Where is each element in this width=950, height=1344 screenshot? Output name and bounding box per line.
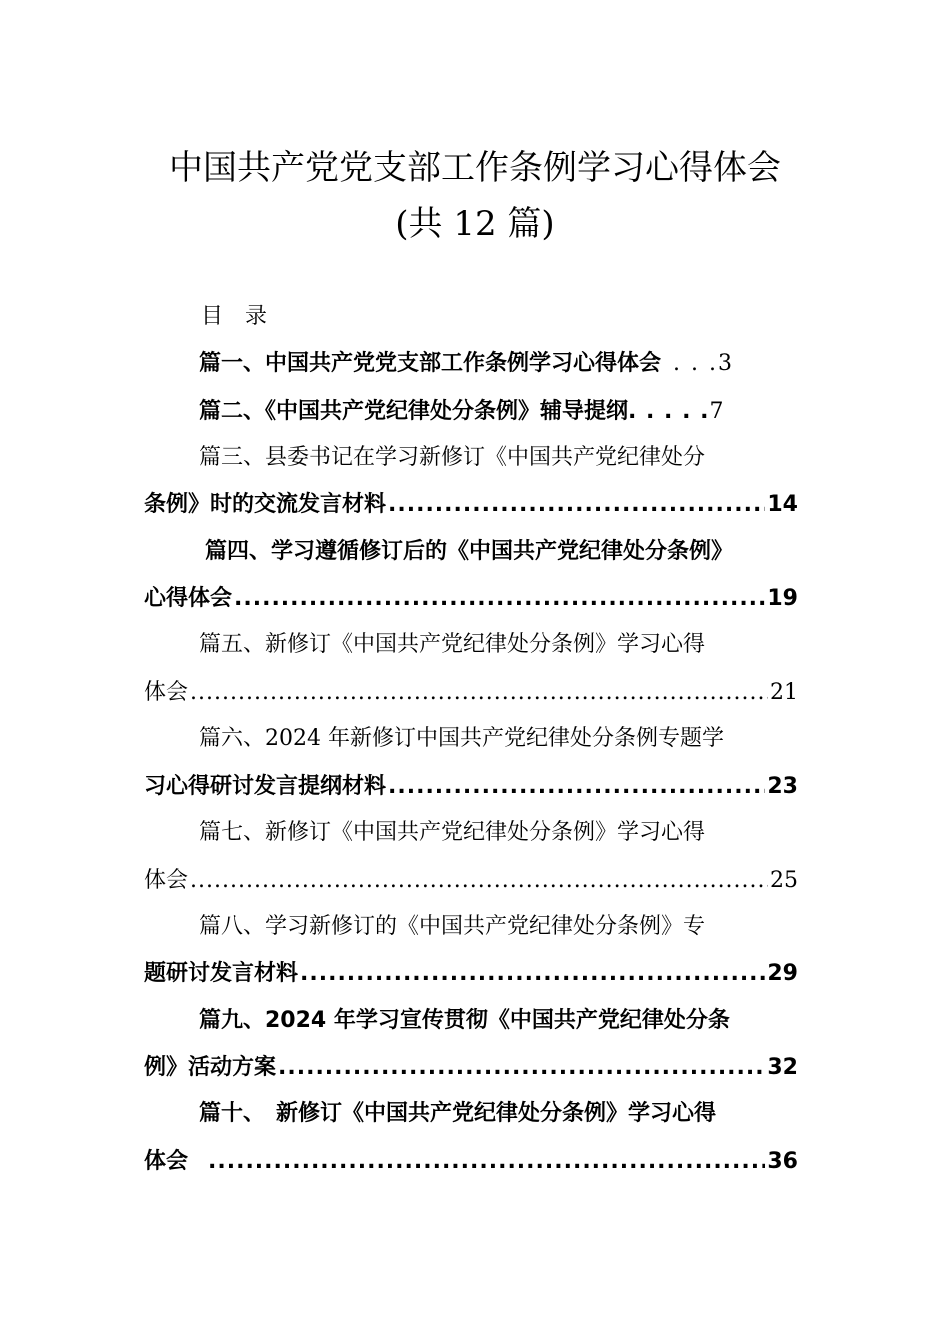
document-title: 中国共产党党支部工作条例学习心得体会 bbox=[169, 148, 781, 188]
toc-entry-text: 题研讨发言材料 bbox=[144, 961, 299, 986]
toc-leader-dots bbox=[278, 1051, 765, 1085]
toc-leader: . . . bbox=[673, 351, 718, 376]
document-subtitle: (共 12 篇) bbox=[395, 204, 555, 244]
toc-leader-dots bbox=[234, 582, 765, 616]
toc-page-number: 21 bbox=[770, 680, 798, 705]
toc-entry-4-line2 bbox=[144, 582, 798, 616]
toc-entry-text: 条例》时的交流发言材料 bbox=[144, 492, 387, 517]
toc-entry-7-line1: 篇七、新修订《中国共产党纪律处分条例》学习心得 bbox=[199, 820, 706, 845]
toc-entry-text: 体会 bbox=[144, 680, 189, 705]
toc-entry-8-line2 bbox=[144, 957, 798, 991]
toc-entry-2 bbox=[199, 395, 799, 429]
toc-leader-dots bbox=[388, 488, 765, 522]
toc-leader: . . . . . bbox=[628, 399, 710, 424]
toc-heading: 目 录 bbox=[201, 304, 268, 329]
toc-entry-5-line2 bbox=[144, 676, 798, 710]
toc-entry-10-line2 bbox=[144, 1145, 798, 1179]
toc-page-number: 36 bbox=[767, 1149, 798, 1174]
toc-entry-text: 体会 bbox=[144, 1149, 189, 1174]
toc-leader-dots bbox=[208, 1145, 765, 1179]
toc-entry-text: 篇一、中国共产党党支部工作条例学习心得体会 bbox=[199, 351, 662, 376]
toc-page-number: 25 bbox=[770, 868, 798, 893]
toc-entry-9-line1: 篇九、2024 年学习宣传贯彻《中国共产党纪律处分条 bbox=[199, 1008, 730, 1033]
toc-leader-dots bbox=[388, 770, 765, 804]
toc-entry-10-line1: 篇十、 新修订《中国共产党纪律处分条例》学习心得 bbox=[199, 1101, 717, 1126]
toc-page-number: 23 bbox=[767, 774, 798, 799]
toc-page-number: 29 bbox=[767, 961, 798, 986]
toc-page-number: 19 bbox=[767, 586, 798, 611]
toc-entry-3-line2 bbox=[144, 488, 798, 522]
toc-entry-text: 篇二、《中国共产党纪律处分条例》辅导提纲 bbox=[199, 399, 629, 424]
toc-entry-6-line1: 篇六、2024 年新修订中国共产党纪律处分条例专题学 bbox=[199, 726, 724, 751]
toc-leader-dots bbox=[190, 676, 768, 710]
toc-entry-text: 习心得研讨发言提纲材料 bbox=[144, 774, 387, 799]
toc-entry-text: 心得体会 bbox=[144, 586, 233, 611]
toc-entry-text: 体会 bbox=[144, 868, 189, 893]
toc-entry-9-line2 bbox=[144, 1051, 798, 1085]
toc-leader-dots bbox=[300, 957, 765, 991]
toc-entry-5-line1: 篇五、新修订《中国共产党纪律处分条例》学习心得 bbox=[199, 632, 706, 657]
toc-entry-3-line1: 篇三、县委书记在学习新修订《中国共产党纪律处分 bbox=[199, 445, 706, 470]
toc-page-number: 7 bbox=[709, 399, 724, 424]
toc-entry-8-line1: 篇八、学习新修订的《中国共产党纪律处分条例》专 bbox=[199, 914, 706, 939]
toc-leader-dots bbox=[190, 864, 768, 898]
toc-entry-1 bbox=[199, 347, 799, 381]
toc-entry-text: 例》活动方案 bbox=[144, 1055, 277, 1080]
toc-entry-6-line2 bbox=[144, 770, 798, 804]
toc-entry-4-line1: 篇四、学习遵循修订后的《中国共产党纪律处分条例》 bbox=[205, 539, 734, 564]
toc-page-number: 3 bbox=[717, 351, 732, 376]
toc-entry-7-line2 bbox=[144, 864, 798, 898]
toc-page-number: 32 bbox=[767, 1055, 798, 1080]
toc-page-number: 14 bbox=[767, 492, 798, 517]
